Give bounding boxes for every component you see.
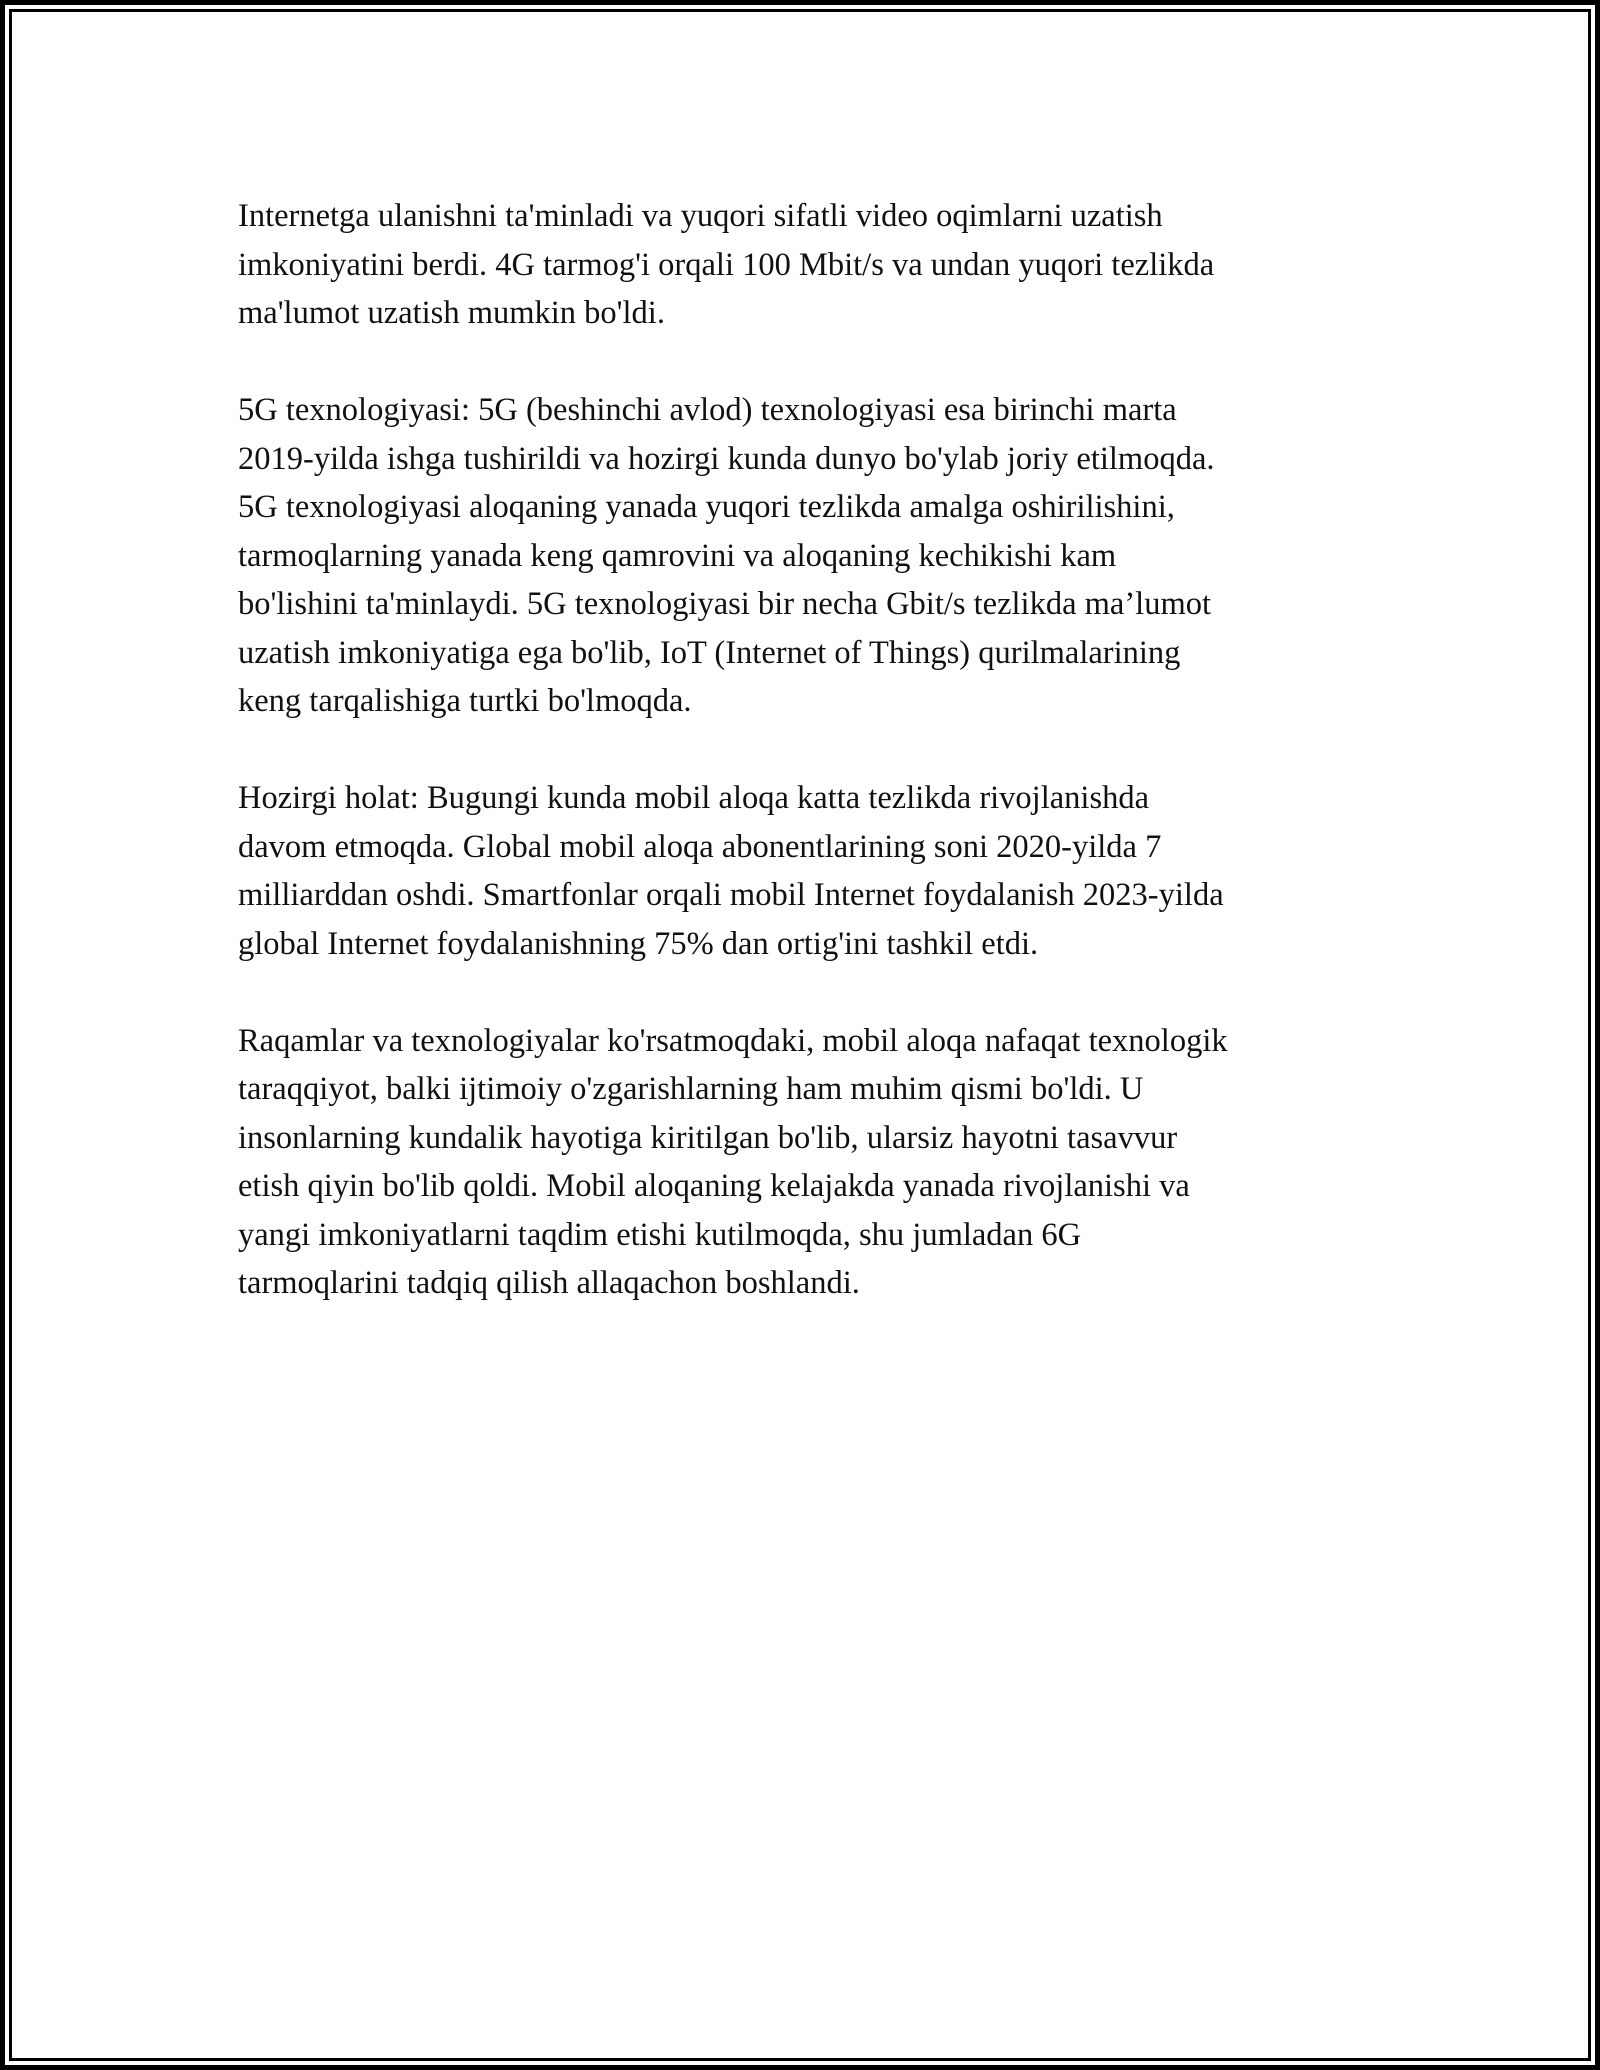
paragraph-5g: [238, 386, 1368, 726]
text-line: 2019-yilda ishga tushirildi va hozirgi kunda dunyo bo'ylab joriy etilmoqda.: [238, 440, 1215, 477]
text-line: 5G texnologiyasi aloqaning yanada yuqori tezlikda amalga oshirilishini,: [238, 489, 1175, 525]
paragraph-current-state: [238, 774, 1368, 968]
text-line: Raqamlar va texnologiyalar ko'rsatmoqdaki, mobil aloqa nafaqat texnologik: [238, 1022, 1228, 1059]
paragraph-4g: [238, 192, 1368, 338]
text-line: insonlarning kundalik hayotiga kiritilgan bo'lib, ularsiz hayotni tasavvur: [238, 1119, 1178, 1156]
text-line: ma'lumot uzatish mumkin bo'ldi.: [238, 295, 665, 331]
text-line: keng tarqalishiga turtki bo'lmoqda.: [238, 683, 692, 719]
text-line: tarmoqlarning yanada keng qamrovini va aloqaning kechikishi kam: [238, 537, 1117, 574]
text-line: tarmoqlarini tadqiq qilish allaqachon boshlandi.: [238, 1265, 860, 1301]
text-line: Internetga ulanishni ta'minladi va yuqori sifatli video oqimlarni uzatish: [238, 198, 1163, 234]
document-body: [238, 192, 1368, 1356]
page-inner-border: [9, 9, 1591, 2061]
text-line: milliarddan oshdi. Smartfonlar orqali mobil Internet foydalanish 2023-yilda: [238, 877, 1224, 913]
text-line: davom etmoqda. Global mobil aloqa abonentlarining soni 2020-yilda 7: [238, 828, 1162, 865]
text-line: Hozirgi holat: Bugungi kunda mobil aloqa katta tezlikda rivojlanishda: [238, 780, 1150, 816]
text-line: etish qiyin bo'lib qoldi. Mobil aloqaning kelajakda yanada rivojlanishi va: [238, 1168, 1190, 1204]
text-line: yangi imkoniyatlarni taqdim etishi kutilmoqda, shu jumladan 6G: [238, 1216, 1082, 1253]
text-line: global Internet foydalanishning 75% dan ortig'ini tashkil etdi.: [238, 925, 1039, 962]
text-line: 5G texnologiyasi: 5G (beshinchi avlod) texnologiyasi esa birinchi marta: [238, 392, 1177, 428]
text-line: bo'lishini ta'minlaydi. 5G texnologiyasi bir necha Gbit/s tezlikda ma’lumot: [238, 586, 1212, 622]
text-line: taraqqiyot, balki ijtimoiy o'zgarishlarning ham muhim qismi bo'ldi. U: [238, 1071, 1144, 1107]
text-line: imkoniyatini berdi. 4G tarmog'i orqali 100 Mbit/s va undan yuqori tezlikda: [238, 246, 1215, 283]
text-line: uzatish imkoniyatiga ega bo'lib, IoT (Internet of Things) qurilmalarining: [238, 634, 1181, 671]
paragraph-conclusion: [238, 1017, 1368, 1308]
